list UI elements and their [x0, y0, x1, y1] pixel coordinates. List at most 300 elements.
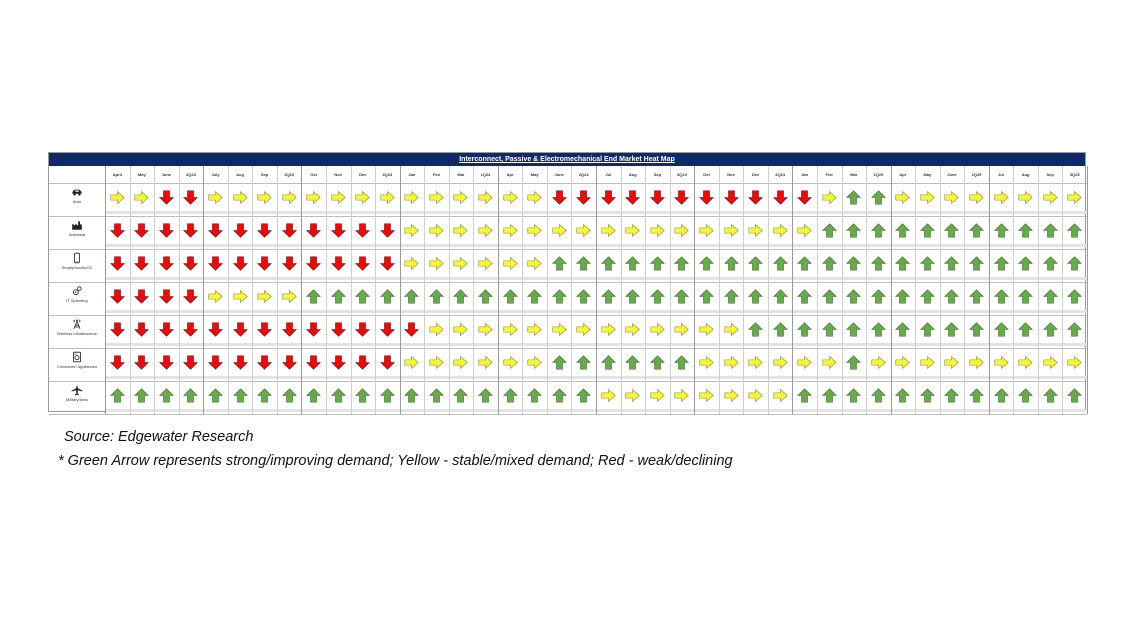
heat-cell [768, 185, 793, 210]
arrow-mark [282, 356, 296, 370]
column-header: Aug [1021, 172, 1030, 177]
yellow-right-arrow-icon [429, 256, 444, 271]
arrow-mark [724, 324, 738, 336]
arrow-mark [356, 257, 370, 271]
heat-cell [154, 251, 179, 276]
heat-cell [621, 284, 646, 309]
heat-cell [522, 185, 547, 210]
green-up-arrow-icon [576, 289, 591, 304]
heat-cell [940, 284, 965, 309]
heat-cell [866, 218, 891, 243]
column-separator [449, 166, 450, 414]
arrow-mark [405, 192, 419, 204]
heat-cell [964, 317, 989, 342]
heat-cell [1038, 251, 1063, 276]
heat-cell [891, 185, 916, 210]
yellow-right-arrow-icon [453, 322, 468, 337]
yellow-right-arrow-icon [895, 190, 910, 205]
arrow-mark [233, 356, 247, 370]
green-up-arrow-icon [724, 256, 739, 271]
heat-cell [547, 251, 572, 276]
heat-cell [473, 251, 498, 276]
arrow-mark [847, 389, 861, 403]
heat-cell [105, 284, 130, 309]
yellow-right-arrow-icon [503, 322, 518, 337]
heat-cell [596, 218, 621, 243]
red-down-arrow-icon [257, 322, 272, 337]
yellow-right-arrow-icon [797, 355, 812, 370]
green-up-arrow-icon [969, 289, 984, 304]
arrow-mark [552, 225, 566, 237]
heat-cell [768, 251, 793, 276]
yellow-right-arrow-icon [773, 223, 788, 238]
row-label: Military/Aero [65, 397, 89, 402]
arrow-mark [454, 258, 468, 270]
red-down-arrow-icon [233, 355, 248, 370]
yellow-right-arrow-icon [748, 223, 763, 238]
green-up-arrow-icon [969, 322, 984, 337]
arrow-mark [651, 225, 665, 237]
heat-cell [989, 383, 1014, 408]
arrow-mark [921, 224, 935, 238]
heat-cell [621, 251, 646, 276]
arrow-mark [921, 290, 935, 304]
red-down-arrow-icon [331, 355, 346, 370]
column-header: Dec [751, 172, 760, 177]
green-up-arrow-icon [552, 388, 567, 403]
yellow-right-arrow-icon [601, 322, 616, 337]
heat-cell [449, 218, 474, 243]
heat-cell [1038, 218, 1063, 243]
arrow-mark [503, 225, 517, 237]
yellow-right-arrow-icon [429, 190, 444, 205]
red-down-arrow-icon [306, 322, 321, 337]
column-separator [940, 166, 941, 414]
green-up-arrow-icon [625, 289, 640, 304]
yellow-right-arrow-icon [453, 256, 468, 271]
column-header: 1Q25 [873, 172, 884, 177]
heat-cell [228, 251, 253, 276]
heat-cell [130, 317, 155, 342]
arrow-mark [577, 356, 591, 370]
green-up-arrow-icon [871, 256, 886, 271]
arrow-mark [724, 225, 738, 237]
arrow-mark [921, 257, 935, 271]
heat-cell [252, 317, 277, 342]
green-up-arrow-icon [625, 256, 640, 271]
green-up-arrow-icon [699, 289, 714, 304]
column-header: Aug [236, 172, 244, 177]
heat-cell [547, 218, 572, 243]
arrow-mark [970, 357, 984, 369]
green-up-arrow-icon [183, 388, 198, 403]
red-down-arrow-icon [110, 223, 125, 238]
column-separator [621, 166, 622, 414]
arrow-mark [381, 257, 395, 271]
column-header: June [161, 172, 172, 177]
column-separator [915, 166, 916, 414]
column-header: Apr [899, 172, 907, 177]
arrow-mark [479, 225, 493, 237]
arrow-mark [405, 323, 419, 337]
arrow-mark [1043, 224, 1057, 238]
yellow-right-arrow-icon [920, 190, 935, 205]
red-down-arrow-icon [183, 355, 198, 370]
arrow-mark [430, 389, 444, 403]
arrow-mark [552, 389, 566, 403]
heat-cell [449, 284, 474, 309]
yellow-right-arrow-icon [944, 355, 959, 370]
green-up-arrow-icon [552, 289, 567, 304]
heat-cell [1062, 251, 1087, 276]
column-separator [154, 166, 155, 414]
arrow-mark [896, 224, 910, 238]
arrow-mark [626, 225, 640, 237]
heat-cell [1062, 185, 1087, 210]
green-up-arrow-icon [1018, 322, 1033, 337]
red-down-arrow-icon [233, 223, 248, 238]
heat-cell [449, 317, 474, 342]
arrow-mark [822, 257, 836, 271]
yellow-right-arrow-icon [503, 223, 518, 238]
heat-cell [792, 317, 817, 342]
green-up-arrow-icon [282, 388, 297, 403]
arrow-mark [675, 290, 689, 304]
green-up-arrow-icon [1067, 256, 1082, 271]
green-up-arrow-icon [1067, 388, 1082, 403]
green-up-arrow-icon [306, 388, 321, 403]
arrow-mark [430, 324, 444, 336]
heat-cell [964, 251, 989, 276]
heat-cell [179, 251, 204, 276]
heat-cell [154, 317, 179, 342]
arrow-mark [724, 257, 738, 271]
arrow-mark [258, 224, 272, 238]
red-down-arrow-icon [257, 256, 272, 271]
arrow-mark [233, 291, 247, 303]
arrow-mark [651, 390, 665, 402]
heat-cell [645, 218, 670, 243]
arrow-mark [356, 224, 370, 238]
green-up-arrow-icon [895, 322, 910, 337]
arrow-mark [160, 290, 174, 304]
heat-cell [277, 383, 302, 408]
arrow-mark [749, 357, 763, 369]
green-up-arrow-icon [601, 355, 616, 370]
yellow-right-arrow-icon [969, 190, 984, 205]
heat-cell [866, 185, 891, 210]
heat-cell [670, 251, 695, 276]
heat-cell [252, 350, 277, 375]
arrow-mark [577, 389, 591, 403]
heat-cell [743, 185, 768, 210]
arrow-mark [552, 290, 566, 304]
arrow-mark [331, 257, 345, 271]
red-down-arrow-icon [134, 256, 149, 271]
heat-cell [1038, 350, 1063, 375]
yellow-right-arrow-icon [478, 355, 493, 370]
arrow-mark [528, 389, 542, 403]
heat-cell [842, 251, 867, 276]
heat-cell [449, 251, 474, 276]
column-header: Sep [1046, 172, 1054, 177]
arrow-mark [258, 356, 272, 370]
heat-cell [301, 284, 326, 309]
arrow-mark [528, 192, 542, 204]
green-up-arrow-icon [846, 190, 861, 205]
arrow-mark [749, 290, 763, 304]
heat-cell [326, 251, 351, 276]
heat-cell [1038, 383, 1063, 408]
heat-cell [498, 350, 523, 375]
heat-cell [154, 185, 179, 210]
heat-cell [179, 350, 204, 375]
heat-cell [694, 350, 719, 375]
arrow-mark [945, 323, 959, 337]
green-up-arrow-icon [650, 289, 665, 304]
heat-cell [130, 284, 155, 309]
column-header: Jul [998, 172, 1004, 177]
arrow-mark [258, 291, 272, 303]
arrow-mark [111, 224, 125, 238]
arrow-mark [675, 191, 689, 205]
heat-cell [277, 218, 302, 243]
arrow-mark [896, 257, 910, 271]
arrow-mark [896, 323, 910, 337]
yellow-right-arrow-icon [994, 355, 1009, 370]
green-up-arrow-icon [920, 388, 935, 403]
column-separator [203, 166, 204, 414]
heat-cell [105, 251, 130, 276]
column-separator [375, 166, 376, 414]
heat-cell [1062, 284, 1087, 309]
green-up-arrow-icon [846, 256, 861, 271]
arrow-mark [626, 257, 640, 271]
arrow-mark [552, 324, 566, 336]
arrow-mark [331, 224, 345, 238]
column-header: Aug [628, 172, 637, 177]
heat-cell [989, 284, 1014, 309]
arrow-mark [209, 192, 223, 204]
arrow-mark [1019, 192, 1033, 204]
red-down-arrow-icon [110, 289, 125, 304]
heat-cell [424, 284, 449, 309]
heat-cell [1013, 317, 1038, 342]
arrow-mark [675, 356, 689, 370]
heat-cell [719, 383, 744, 408]
arrow-mark [160, 389, 174, 403]
arrow-mark [1043, 257, 1057, 271]
heat-cell [891, 218, 916, 243]
arrow-mark [282, 389, 296, 403]
arrow-mark [602, 225, 616, 237]
arrow-mark [1019, 224, 1033, 238]
heat-cell [694, 251, 719, 276]
arrow-mark [1019, 357, 1033, 369]
row-separator [49, 249, 1087, 250]
green-up-arrow-icon [576, 256, 591, 271]
green-up-arrow-icon [355, 388, 370, 403]
arrow-mark [626, 324, 640, 336]
arrow-mark [577, 225, 591, 237]
arrow-mark [872, 357, 886, 369]
arrow-mark [331, 192, 345, 204]
green-up-arrow-icon [773, 256, 788, 271]
heat-cell [351, 284, 376, 309]
column-header: 4Q23 [382, 172, 393, 177]
yellow-right-arrow-icon [1043, 355, 1058, 370]
green-up-arrow-icon [1018, 256, 1033, 271]
red-down-arrow-icon [134, 223, 149, 238]
arrow-mark [258, 257, 272, 271]
heat-cell [301, 185, 326, 210]
arrow-mark [356, 389, 370, 403]
heat-cell [792, 251, 817, 276]
yellow-right-arrow-icon [773, 355, 788, 370]
arrow-mark [675, 324, 689, 336]
arrow-mark [945, 192, 959, 204]
heat-cell [203, 317, 228, 342]
arrow-mark [798, 357, 812, 369]
arrow-mark [111, 257, 125, 271]
red-down-arrow-icon [282, 355, 297, 370]
yellow-right-arrow-icon [208, 289, 223, 304]
column-separator [645, 166, 646, 414]
yellow-right-arrow-icon [282, 190, 297, 205]
arrow-mark [282, 323, 296, 337]
arrow-mark [503, 192, 517, 204]
yellow-right-arrow-icon [625, 223, 640, 238]
arrow-mark [921, 323, 935, 337]
arrow-mark [700, 324, 714, 336]
green-up-arrow-icon [1018, 223, 1033, 238]
heat-cell [743, 350, 768, 375]
arrow-mark [1043, 290, 1057, 304]
arrow-mark [651, 324, 665, 336]
arrow-mark [282, 192, 296, 204]
yellow-right-arrow-icon [331, 190, 346, 205]
arrow-mark [749, 257, 763, 271]
heat-cell [105, 185, 130, 210]
yellow-right-arrow-icon [527, 223, 542, 238]
heat-map-title: Interconnect, Passive & Electromechanical End Market Heat Map [459, 156, 675, 163]
heat-cell [154, 350, 179, 375]
heat-cell [473, 350, 498, 375]
arrow-mark [528, 324, 542, 336]
arrow-mark [405, 225, 419, 237]
green-up-arrow-icon [797, 388, 812, 403]
arrow-mark [160, 356, 174, 370]
red-down-arrow-icon [159, 355, 174, 370]
heat-cell [375, 185, 400, 210]
column-separator [670, 166, 671, 414]
heat-cell [351, 251, 376, 276]
heat-cell [424, 251, 449, 276]
green-up-arrow-icon [994, 289, 1009, 304]
heat-cell [768, 218, 793, 243]
heat-cell [179, 284, 204, 309]
green-up-arrow-icon [625, 355, 640, 370]
column-header: Mar [457, 172, 465, 177]
row-label-cell [49, 183, 105, 216]
heat-cell [891, 317, 916, 342]
column-separator [547, 166, 548, 414]
green-up-arrow-icon [429, 388, 444, 403]
red-down-arrow-icon [355, 223, 370, 238]
yellow-right-arrow-icon [773, 388, 788, 403]
heat-cell [228, 185, 253, 210]
red-down-arrow-icon [159, 322, 174, 337]
heat-cell [179, 185, 204, 210]
green-up-arrow-icon [674, 355, 689, 370]
red-down-arrow-icon [110, 256, 125, 271]
arrow-mark [381, 290, 395, 304]
heat-cell [375, 251, 400, 276]
column-separator [1038, 166, 1039, 414]
arrow-mark [209, 389, 223, 403]
yellow-right-arrow-icon [404, 256, 419, 271]
row-label: Wireless Infrastructure [56, 331, 97, 336]
yellow-right-arrow-icon [625, 322, 640, 337]
yellow-right-arrow-icon [576, 322, 591, 337]
green-up-arrow-icon [822, 388, 837, 403]
green-up-arrow-icon [748, 322, 763, 337]
yellow-right-arrow-icon [257, 289, 272, 304]
column-header: July [211, 172, 220, 177]
heat-cell [866, 350, 891, 375]
green-up-arrow-icon [1043, 256, 1058, 271]
arrow-mark [798, 323, 812, 337]
column-separator [424, 166, 425, 414]
arrow-mark [1068, 389, 1082, 403]
heat-cell [424, 218, 449, 243]
yellow-right-arrow-icon [576, 223, 591, 238]
heat-cell [351, 383, 376, 408]
heat-cell [522, 383, 547, 408]
arrow-mark [822, 357, 836, 369]
green-up-arrow-icon [944, 289, 959, 304]
heat-cell [817, 185, 842, 210]
yellow-right-arrow-icon [674, 223, 689, 238]
heat-cell [498, 185, 523, 210]
green-up-arrow-icon [674, 256, 689, 271]
green-up-arrow-icon [920, 256, 935, 271]
heat-cell [842, 350, 867, 375]
yellow-right-arrow-icon [650, 223, 665, 238]
arrow-mark [994, 389, 1008, 403]
arrow-mark [798, 191, 812, 205]
heat-cell [989, 350, 1014, 375]
column-header: Feb [432, 172, 440, 177]
heat-cell [130, 383, 155, 408]
column-separator [522, 166, 523, 414]
arrow-mark [700, 257, 714, 271]
green-up-arrow-icon [871, 322, 886, 337]
green-up-arrow-icon [920, 223, 935, 238]
arrow-mark [872, 290, 886, 304]
heat-cell [1013, 218, 1038, 243]
heat-cell [891, 383, 916, 408]
heat-cell [817, 350, 842, 375]
column-header: Oct [703, 172, 710, 177]
arrow-mark [331, 356, 345, 370]
heat-cell [375, 317, 400, 342]
heat-cell [719, 317, 744, 342]
heat-cell [694, 284, 719, 309]
yellow-right-arrow-icon [601, 388, 616, 403]
green-up-arrow-icon [994, 223, 1009, 238]
green-up-arrow-icon [306, 289, 321, 304]
